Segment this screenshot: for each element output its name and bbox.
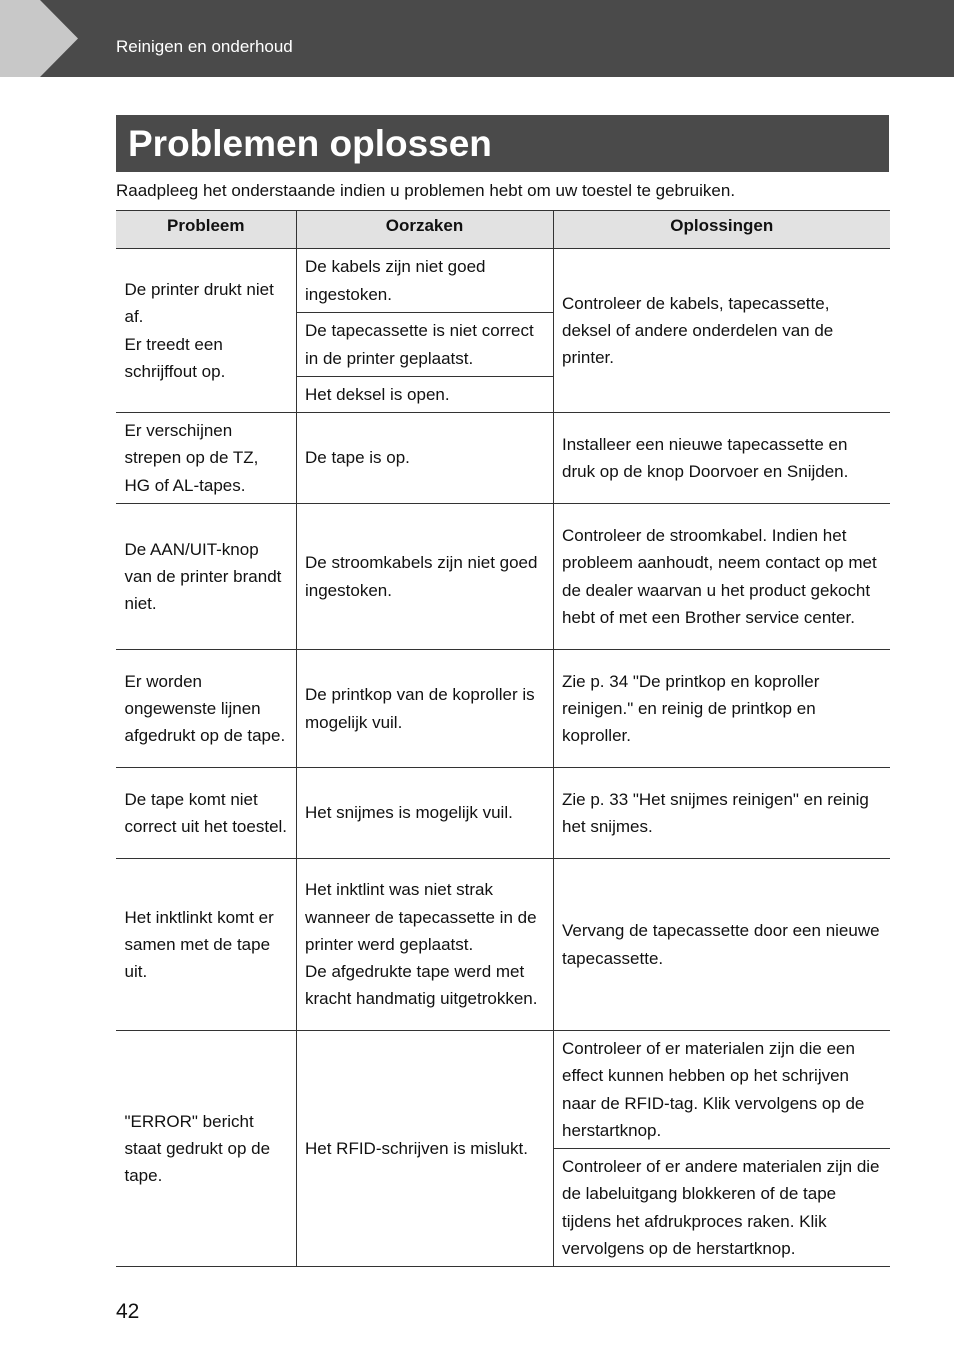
- cause-cell: Het snijmes is mogelijk vuil.: [296, 768, 553, 859]
- problem-cell: De tape komt niet correct uit het toestel.: [116, 768, 296, 859]
- column-header-oorzaken: Oorzaken: [296, 211, 553, 249]
- solution-cell: Controleer of er materialen zijn die een effect kunnen hebben op het schrijven naar de RFID-tag. Klik vervolgens op de herstartknop.: [553, 1031, 890, 1149]
- cause-cell: Het RFID-schrijven is mislukt.: [296, 1031, 553, 1267]
- cause-cell: De kabels zijn niet goed ingestoken.: [296, 249, 553, 313]
- solution-cell: Vervang de tapecassette door een nieuwe tapecassette.: [553, 859, 890, 1031]
- section-title: Reinigen en onderhoud: [116, 37, 293, 56]
- page-title: Problemen oplossen: [116, 115, 889, 172]
- header-bar: [0, 0, 954, 77]
- table-header-row: [116, 211, 890, 249]
- table-row: [116, 650, 890, 768]
- intro-text: Raadpleeg het onderstaande indien u problemen hebt om uw toestel te gebruiken.: [116, 181, 736, 200]
- column-header-probleem: Probleem: [116, 211, 296, 249]
- solution-cell: Controleer de stroomkabel. Indien het probleem aanhoudt, neem contact op met de dealer waarvan u het product gekocht hebt of met een Brother service center.: [553, 504, 890, 650]
- table-row: [116, 859, 890, 1031]
- table-row: [116, 768, 890, 859]
- solution-cell: Controleer de kabels, tapecassette, deksel of andere onderdelen van de printer.: [553, 249, 890, 413]
- problem-cell: Er worden ongewenste lijnen afgedrukt op de tape.: [116, 650, 296, 768]
- problem-cell: De printer drukt niet af. Er treedt een schrijffout op.: [116, 249, 296, 413]
- table-row: [116, 249, 890, 313]
- table-row: [116, 504, 890, 650]
- page-number: 42: [116, 1300, 140, 1323]
- solution-cell: Installeer een nieuwe tapecassette en druk op de knop Doorvoer en Snijden.: [553, 413, 890, 504]
- solution-cell: Zie p. 33 "Het snijmes reinigen" en reinig het snijmes.: [553, 768, 890, 859]
- problem-cell: "ERROR" bericht staat gedrukt op de tape.: [116, 1031, 296, 1267]
- solution-cell: Controleer of er andere materialen zijn die de labeluitgang blokkeren of de tape tijdens het afdrukproces raken. Klik vervolgens op de herstartknop.: [553, 1149, 890, 1267]
- cause-cell: De stroomkabels zijn niet goed ingestoken.: [296, 504, 553, 650]
- cause-cell: De tape is op.: [296, 413, 553, 504]
- cause-cell: De tapecassette is niet correct in de printer geplaatst.: [296, 313, 553, 377]
- troubleshooting-table: [116, 210, 890, 1267]
- problem-cell: Er verschijnen strepen op de TZ, HG of AL-tapes.: [116, 413, 296, 504]
- problem-cell: Het inktlinkt komt er samen met de tape uit.: [116, 859, 296, 1031]
- cause-cell: De printkop van de koproller is mogelijk vuil.: [296, 650, 553, 768]
- problem-cell: De AAN/UIT-knop van de printer brandt niet.: [116, 504, 296, 650]
- column-header-oplossingen: Oplossingen: [553, 211, 890, 249]
- table-row: [116, 1031, 890, 1149]
- solution-cell: Zie p. 34 "De printkop en koproller reinigen." en reinig de printkop en koproller.: [553, 650, 890, 768]
- cause-cell: Het deksel is open.: [296, 377, 553, 413]
- table-row: [116, 413, 890, 504]
- chapter-tab-shape: [0, 0, 78, 77]
- cause-cell: Het inktlint was niet strak wanneer de tapecassette in de printer werd geplaatst. De afgedrukte tape werd met kracht handmatig uitgetrokken.: [296, 859, 553, 1031]
